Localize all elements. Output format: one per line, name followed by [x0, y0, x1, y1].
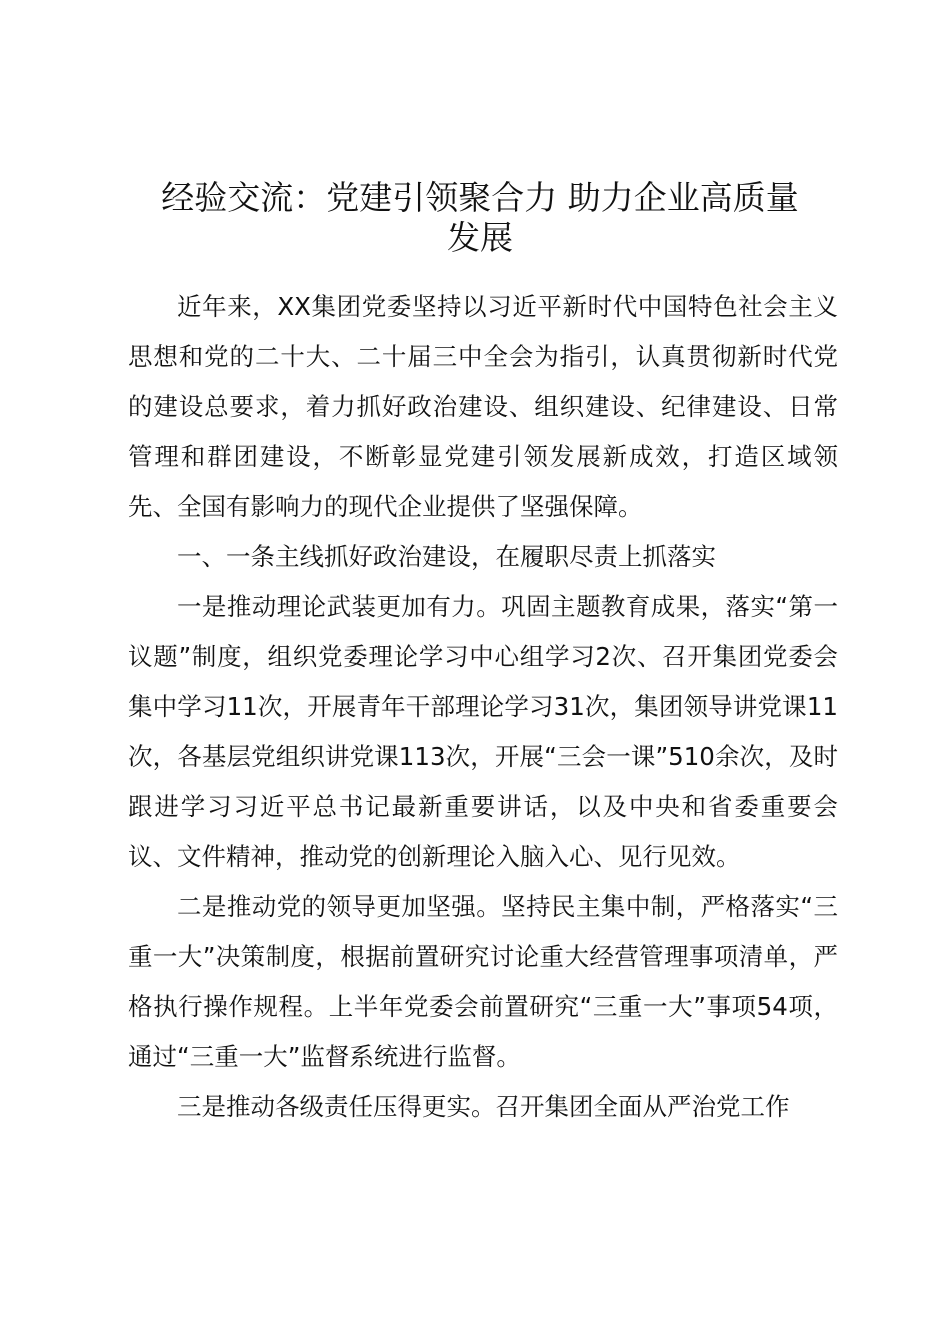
paragraph-intro: 近年来，XX集团党委坚持以习近平新时代中国特色社会主义思想和党的二十大、二十届三中全会为指引，认真贯彻新时代党的建设总要求，着力抓好政治建设、组织建设、纪律建设、日常管理和群团建设，不断彰显党建引领发展新成效，打造区域领先、全国有影响力的现代企业提供了坚强保障。 [128, 292, 838, 521]
title-line-2: 发展 [447, 218, 513, 257]
paragraph-responsibility: 三是推动各级责任压得更实。召开集团全面从严治党工作 [177, 1092, 790, 1121]
section-heading-1: 一、一条主线抓好政治建设，在履职尽责上抓落实 [177, 542, 716, 571]
document-body [128, 282, 838, 1132]
title-line-1: 经验交流：党建引领聚合力 助力企业高质量 [161, 178, 799, 217]
document-title [100, 178, 860, 258]
paragraph-leadership: 二是推动党的领导更加坚强。坚持民主集中制，严格落实“三重一大”决策制度，根据前置研究讨论重大经营管理事项清单，严格执行操作规程。上半年党委会前置研究“三重一大”事项54项，通过“三重一大”监督系统进行监督。 [128, 892, 838, 1071]
paragraph-theory: 一是推动理论武装更加有力。巩固主题教育成果，落实“第一议题”制度，组织党委理论学习中心组学习2次、召开集团党委会集中学习11次，开展青年干部理论学习31次，集团领导讲党课11次，各基层党组织讲党课113次，开展“三会一课”510余次，及时跟进学习习近平总书记最新重要讲话，以及中央和省委重要会议、文件精神，推动党的创新理论入脑入心、见行见效。 [128, 592, 838, 871]
